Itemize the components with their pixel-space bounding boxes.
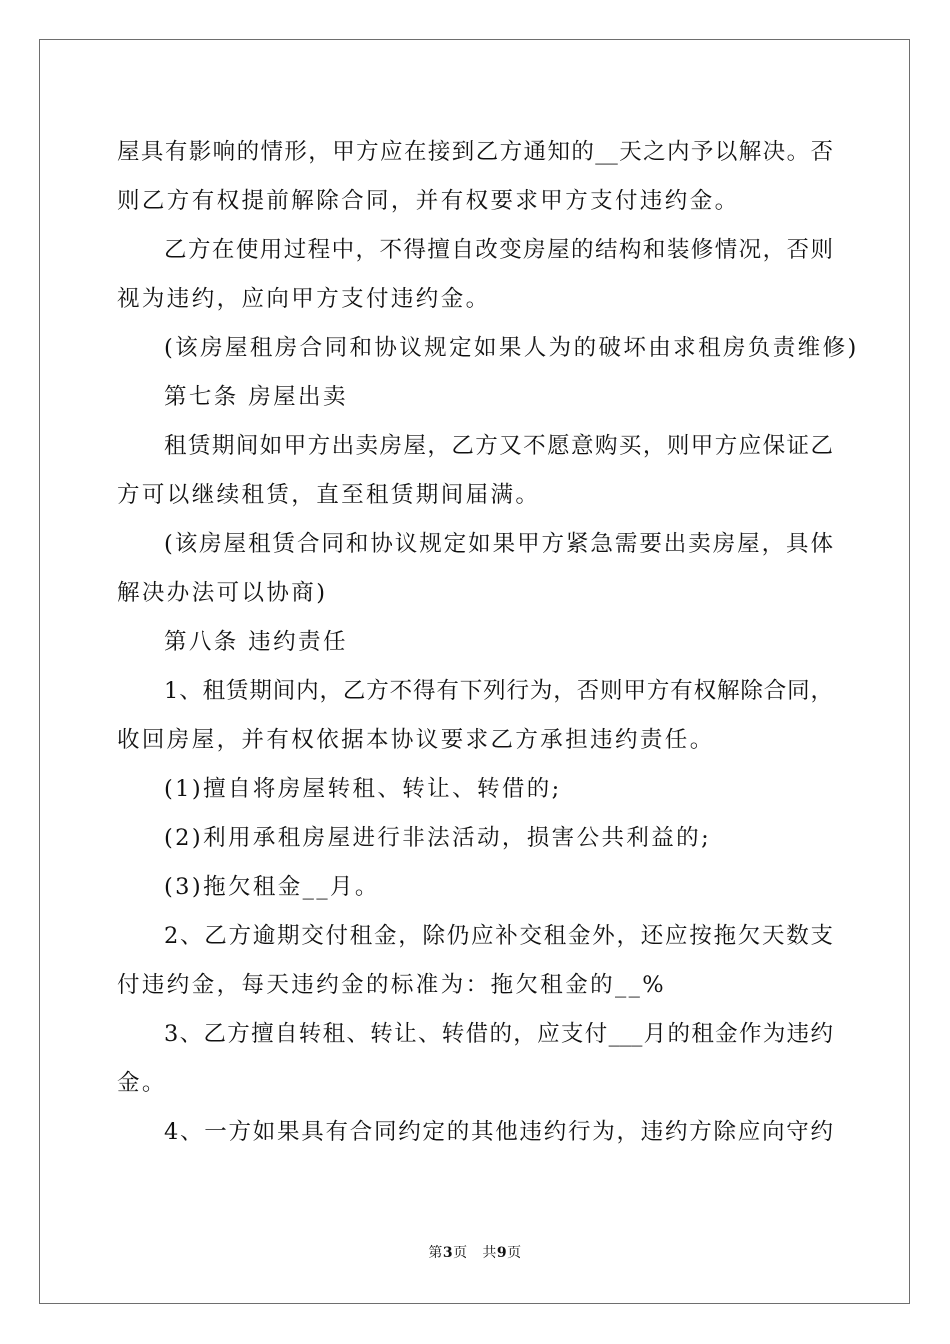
text-line: 解决办法可以协商) [117, 580, 328, 606]
text-line: 则乙方有权提前解除合同，并有权要求甲方支付违约金。 [117, 188, 740, 214]
footer-total-suffix: 页 [507, 1245, 522, 1261]
footer-page-prefix: 第 [428, 1245, 443, 1261]
text-line: 1、租赁期间内，乙方不得有下列行为，否则甲方有权解除合同， [164, 678, 833, 704]
text-line: 方可以继续租赁，直至租赁期间届满。 [117, 482, 541, 508]
text-line: 3、乙方擅自转租、转让、转借的，应支付___月的租金作为违约 [164, 1021, 833, 1047]
footer-page-number: 3 [442, 1245, 454, 1261]
text-line: (该房屋租房合同和协议规定如果人为的破坏由求租房负责维修) [164, 335, 859, 361]
document-body [117, 128, 859, 1157]
text-line: (2)利用承租房屋进行非法活动，损害公共利益的; [164, 825, 712, 851]
text-line: 4、一方如果具有合同约定的其他违约行为，违约方除应向守约 [164, 1119, 833, 1145]
footer-total-pages: 9 [496, 1245, 508, 1261]
text-line: 第八条 违约责任 [164, 629, 348, 655]
text-line: 收回房屋，并有权依据本协议要求乙方承担违约责任。 [117, 727, 715, 753]
text-line: (1)擅自将房屋转租、转让、转借的; [164, 776, 562, 802]
text-line: 屋具有影响的情形，甲方应在接到乙方通知的__天之内予以解决。否 [117, 139, 833, 165]
text-line: 2、乙方逾期交付租金，除仍应补交租金外，还应按拖欠天数支 [164, 923, 833, 949]
text-line: 乙方在使用过程中，不得擅自改变房屋的结构和装修情况，否则 [164, 237, 833, 263]
footer-total-prefix: 共 [482, 1245, 497, 1261]
text-line: 金。 [117, 1070, 167, 1096]
text-line: 视为违约，应向甲方支付违约金。 [117, 286, 491, 312]
text-line: (该房屋租赁合同和协议规定如果甲方紧急需要出卖房屋，具体 [164, 531, 833, 557]
page-footer [0, 1243, 950, 1263]
text-line: (3)拖欠租金__月。 [164, 874, 380, 900]
text-line: 第七条 房屋出卖 [164, 384, 348, 410]
text-line: 租赁期间如甲方出卖房屋，乙方又不愿意购买，则甲方应保证乙 [164, 433, 833, 459]
footer-page-suffix: 页 [453, 1245, 468, 1261]
text-line: 付违约金，每天违约金的标准为：拖欠租金的__% [117, 972, 667, 998]
